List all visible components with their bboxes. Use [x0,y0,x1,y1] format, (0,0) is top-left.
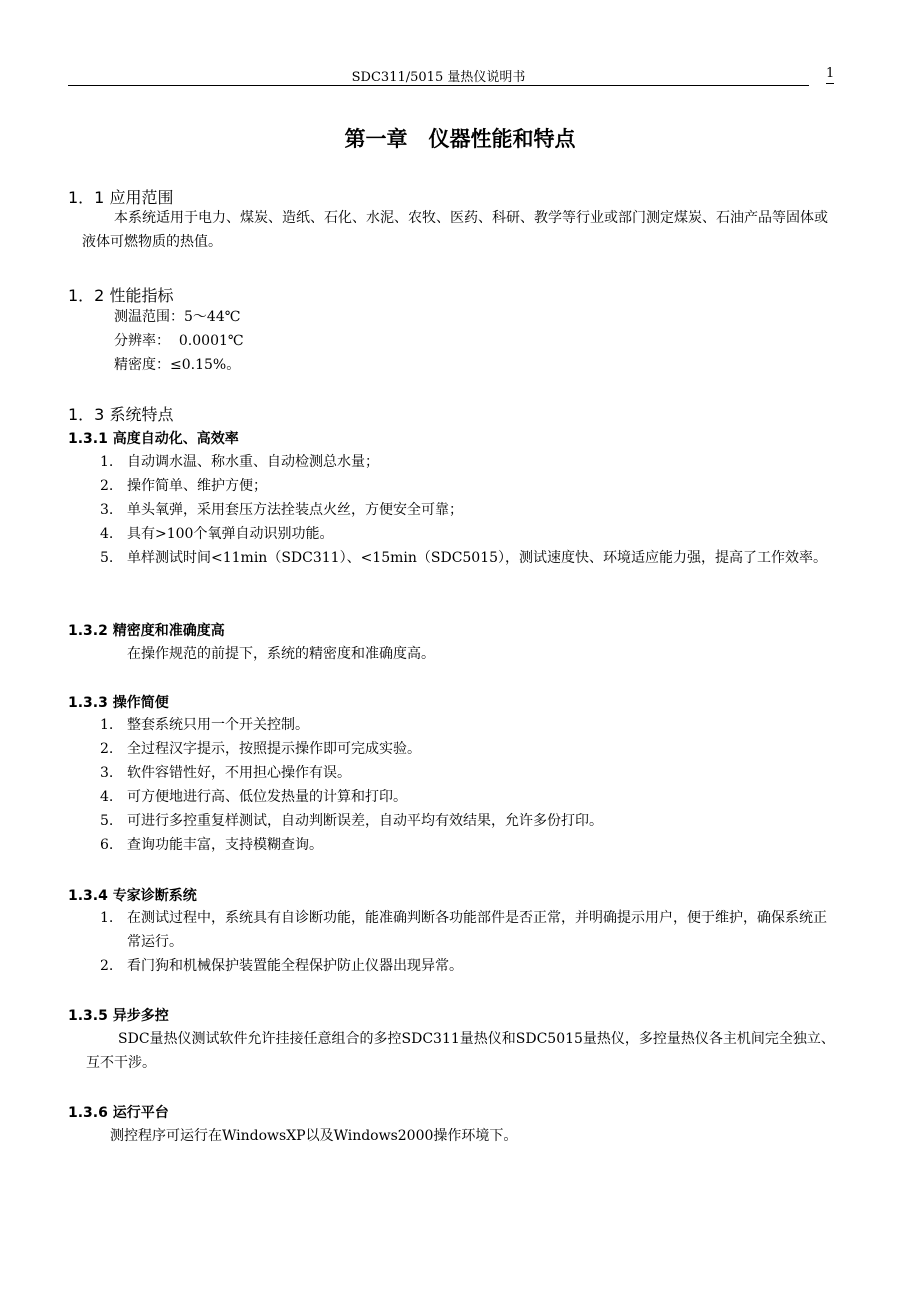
section-1-2-heading: 1．2 性能指标 [68,286,174,305]
list-item: 2. 看门狗和机械保护装置能全程保护防止仪器出现异常。 [100,954,840,978]
spec-resolution: 分辨率： 0.0001℃ [114,333,244,349]
list-number: 2. [100,478,114,494]
list-number: 5. [100,550,114,566]
section-1-3-4-heading: 1.3.4 专家诊断系统 [68,888,197,904]
page-number: 1 [826,66,834,84]
list-item: 1. 自动调水温、称水重、自动检测总水量； [100,450,840,474]
list-item: 2. 全过程汉字提示，按照提示操作即可完成实验。 [100,737,840,761]
list-number: 1. [100,910,114,926]
list-number: 4. [100,789,114,805]
list-item: 6. 查询功能丰富，支持模糊查询。 [100,833,840,857]
list-number: 6. [100,837,114,853]
list-item: 2. 操作简单、维护方便； [100,474,840,498]
section-1-3-3-heading: 1.3.3 操作简便 [68,695,169,711]
list-number: 3. [100,765,114,781]
list-number: 2. [100,958,114,974]
section-1-3-2-body: 在操作规范的前提下，系统的精密度和准确度高。 [127,646,435,662]
spec-temperature-range: 测温范围：5～44℃ [114,309,241,325]
list-item: 1. 在测试过程中，系统具有自诊断功能，能准确判断各功能部件是否正常，并明确提示用户，便于维护，确保系统正常运行。 [100,906,840,954]
header-title: SDC311/5015 量热仪说明书 [351,70,526,85]
section-1-3-1-heading: 1.3.1 高度自动化、高效率 [68,431,239,447]
section-1-3-6-body: 测控程序可运行在WindowsXP以及Windows2000操作环境下。 [110,1128,518,1144]
section-1-3-5-body: SDC量热仪测试软件允许挂接任意组合的多控SDC311量热仪和SDC5015量热仪，多控量热仪各主机间完全独立、互不干涉。 [86,1031,835,1071]
header-rule [68,85,809,86]
list-item: 3. 单头氧弹，采用套压方法拴装点火丝，方便安全可靠； [100,498,840,522]
section-1-3-4-list [100,906,840,978]
section-1-3-5-heading: 1.3.5 异步多控 [68,1008,169,1024]
list-number: 2. [100,741,114,757]
section-1-3-heading: 1．3 系统特点 [68,405,174,424]
list-item: 1. 整套系统只用一个开关控制。 [100,713,840,737]
list-item: 4. 可方便地进行高、低位发热量的计算和打印。 [100,785,840,809]
list-number: 1. [100,717,114,733]
list-item: 5. 单样测试时间<11min（SDC311）、<15min（SDC5015），测试速度快、环境适应能力强，提高了工作效率。 [100,546,840,570]
section-1-3-3-list [100,713,840,857]
list-number: 1. [100,454,114,470]
section-1-1-heading: 1．1 应用范围 [68,188,174,207]
section-1-1-body: 本系统适用于电力、煤炭、造纸、石化、水泥、农牧、医药、科研、教学等行业或部门测定煤炭、石油产品等固体或液体可燃物质的热值。 [82,210,828,250]
spec-precision: 精密度：≤0.15%。 [114,357,241,373]
list-number: 5. [100,813,114,829]
section-1-3-6-heading: 1.3.6 运行平台 [68,1105,169,1121]
section-1-3-1-list [100,450,840,570]
section-1-2-specs [114,305,714,377]
section-1-3-2-heading: 1.3.2 精密度和准确度高 [68,623,225,639]
list-item: 4. 具有>100个氧弹自动识别功能。 [100,522,840,546]
list-item: 3. 软件容错性好，不用担心操作有误。 [100,761,840,785]
list-number: 4. [100,526,114,542]
chapter-title: 第一章 仪器性能和特点 [344,127,576,151]
list-number: 3. [100,502,114,518]
list-item: 5. 可进行多控重复样测试，自动判断误差，自动平均有效结果，允许多份打印。 [100,809,840,833]
